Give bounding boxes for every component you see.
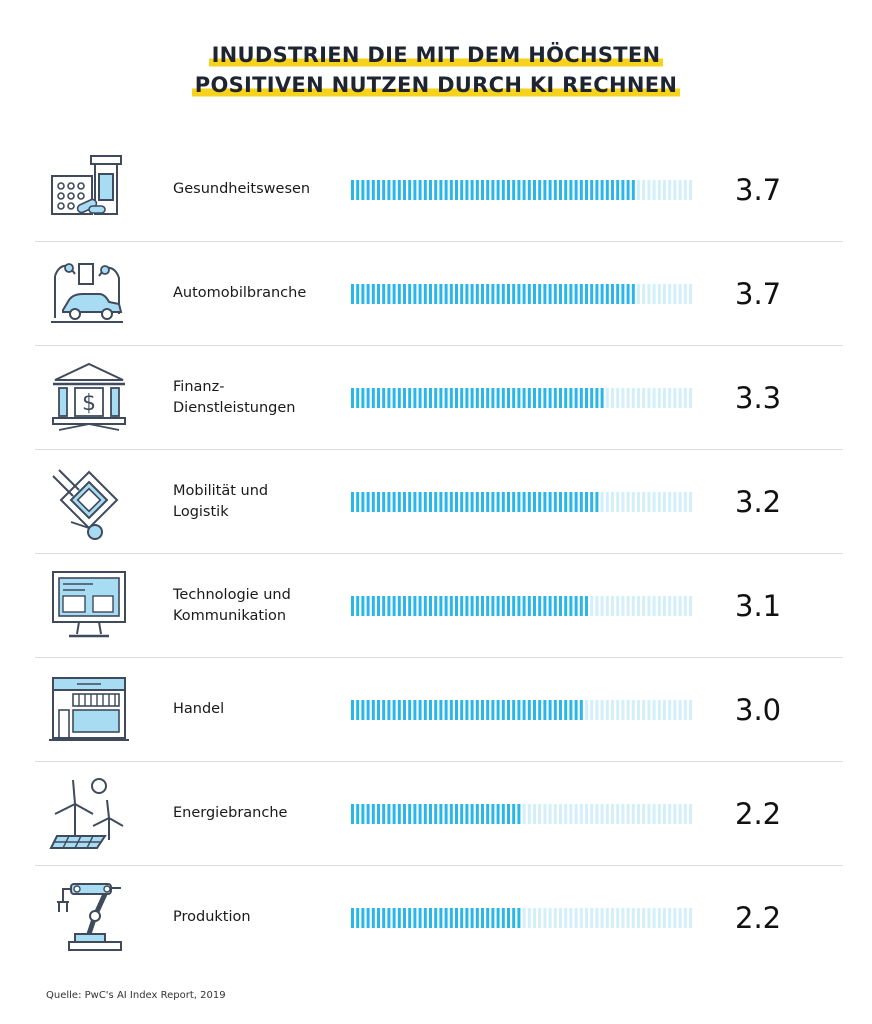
title-line-2: POSITIVEN NUTZEN DURCH KI RECHNEN bbox=[192, 70, 680, 100]
value-label: 3.7 bbox=[735, 276, 782, 311]
bar-filled bbox=[351, 908, 520, 928]
bar-remainder bbox=[637, 284, 692, 304]
chart-row bbox=[35, 346, 843, 450]
bar-filled bbox=[351, 284, 635, 304]
bar-track bbox=[351, 596, 693, 616]
bar-track bbox=[351, 804, 693, 824]
category-label: Finanz- Dienstleistungen bbox=[173, 378, 296, 416]
bar-svg bbox=[351, 492, 694, 512]
chart-row bbox=[35, 762, 843, 866]
chart-row bbox=[35, 450, 843, 554]
bar-remainder bbox=[590, 596, 692, 616]
bar-remainder bbox=[637, 180, 692, 200]
shop-icon bbox=[49, 670, 129, 750]
bar-remainder bbox=[601, 492, 692, 512]
bar-remainder bbox=[606, 388, 692, 408]
bar-svg bbox=[351, 388, 694, 408]
computer-monitor-icon bbox=[49, 566, 129, 646]
bar-svg bbox=[351, 700, 694, 720]
category-label: Technologie und Kommunikation bbox=[173, 586, 291, 624]
bar-filled bbox=[351, 492, 598, 512]
bank-icon bbox=[49, 358, 129, 438]
bar-svg bbox=[351, 284, 694, 304]
chart-row bbox=[35, 658, 843, 762]
bar-filled bbox=[351, 700, 583, 720]
bar-filled bbox=[351, 596, 588, 616]
source-note: Quelle: PwC's AI Index Report, 2019 bbox=[46, 990, 226, 1001]
bar-filled bbox=[351, 180, 635, 200]
category-label: Handel bbox=[173, 701, 225, 717]
hospital-icon bbox=[49, 150, 129, 230]
chart-row bbox=[35, 138, 843, 242]
bar-track bbox=[351, 284, 693, 304]
value-label: 2.2 bbox=[735, 796, 782, 831]
bar-svg bbox=[351, 908, 694, 928]
bar-remainder bbox=[523, 908, 692, 928]
bar-filled bbox=[351, 804, 520, 824]
bar-track bbox=[351, 388, 693, 408]
bar-remainder bbox=[585, 700, 692, 720]
bar-remainder bbox=[523, 804, 692, 824]
value-label: 2.2 bbox=[735, 900, 782, 935]
title-line-1: INUDSTRIEN DIE MIT DEM HÖCHSTEN bbox=[209, 40, 664, 70]
category-label: Gesundheitswesen bbox=[173, 181, 311, 197]
robot-arm-icon bbox=[49, 878, 129, 958]
category-label: Energiebranche bbox=[173, 805, 288, 821]
bar-track bbox=[351, 700, 693, 720]
category-label: Mobilität und Logistik bbox=[173, 482, 269, 520]
chart-title bbox=[0, 40, 872, 100]
value-label: 3.7 bbox=[735, 172, 782, 207]
value-label: 3.3 bbox=[735, 380, 782, 415]
category-label: Produktion bbox=[173, 909, 251, 925]
chart-row bbox=[35, 866, 843, 969]
bar-track bbox=[351, 180, 693, 200]
bar-svg bbox=[351, 596, 694, 616]
bar-svg bbox=[351, 804, 694, 824]
chart-row bbox=[35, 242, 843, 346]
chart-area bbox=[35, 138, 843, 969]
bar-svg bbox=[351, 180, 694, 200]
value-label: 3.2 bbox=[735, 484, 782, 519]
chart-row bbox=[35, 554, 843, 658]
svg-text:$: $ bbox=[82, 391, 96, 416]
logistics-icon bbox=[49, 462, 129, 542]
bar-track bbox=[351, 908, 693, 928]
value-label: 3.0 bbox=[735, 692, 782, 727]
wind-solar-icon bbox=[49, 774, 129, 854]
value-label: 3.1 bbox=[735, 588, 782, 623]
bar-track bbox=[351, 492, 693, 512]
robot-car-icon bbox=[49, 254, 129, 334]
bar-filled bbox=[351, 388, 604, 408]
category-label: Automobilbranche bbox=[173, 285, 307, 301]
